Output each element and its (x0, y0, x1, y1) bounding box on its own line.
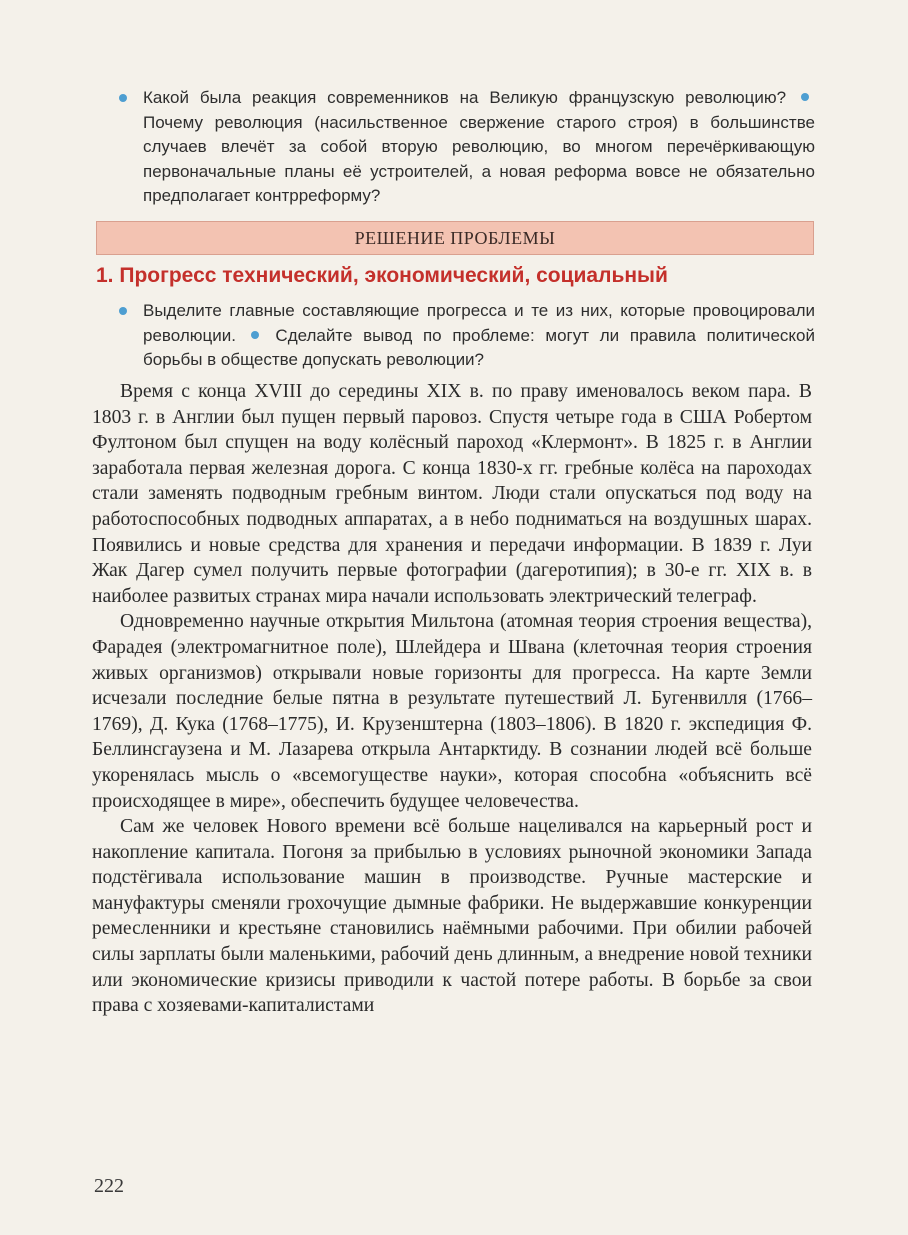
intro-question-paragraph (115, 86, 815, 209)
bullet-icon (251, 331, 259, 339)
intro-question-1: Какой была реакция современников на Великую французскую революцию? (143, 88, 787, 107)
body-paragraph-1: Время с конца XVIII до середины XIX в. по праву именовалось веком пара. В 1803 г. в Англии был пущен первый паровоз. Спустя четыре года в США Робертом Фултоном был спущен на воду колёсный пароход «Клермонт». В 1825 г. в Англии заработала первая железная дорога. С конца 1830-х гг. гребные колёса на пароходах стали заменять подводным гребным винтом. Люди стали опускаться под воду на работоспособных подводных аппаратах, а в небо подниматься на воздушных шарах. Появились и новые средства для хранения и передачи информации. В 1839 г. Луи Жак Дагер сумел получить первые фотографии (дагеротипия); в 30-е гг. XIX в. в наиболее развитых странах мира начали использовать электрический телеграф. (92, 381, 812, 607)
bullet-icon (119, 94, 127, 102)
task-1: Выделите главные составляющие прогресса и те из них, которые провоцировали революции. (143, 301, 815, 345)
page-number: 222 (94, 1175, 124, 1197)
bullet-icon (801, 93, 809, 101)
body-text (92, 379, 812, 1019)
intro-question-2: Почему революция (насильственное свержение старого строя) в большинстве случаев влечёт за собой вторую революцию, во многом перечёркивающую первоначальные планы её устроителей, а новая реформа вовсе не обязательно предполагает контрреформу? (143, 112, 815, 205)
section-title: 1. Прогресс технический, экономический, социальный (96, 264, 668, 287)
section-banner (96, 221, 814, 255)
bullet-icon (119, 307, 127, 315)
banner-label: РЕШЕНИЕ ПРОБЛЕМЫ (354, 227, 556, 248)
section-tasks (115, 299, 815, 373)
tasks-paragraph (115, 299, 815, 373)
intro-questions (115, 86, 815, 209)
body-paragraph-3: Сам же человек Нового времени всё больше нацеливался на карьерный рост и накопление капитала. Погоня за прибылью в условиях рыночной экономики Запада подстёгивала использование машин в производстве. Ручные мастерские и мануфактуры сменяли грохочущие дымные фабрики. Не выдержавшие конкуренции ремесленники и крестьяне становились наёмными рабочими. При обилии рабочей силы зарплаты были маленькими, рабочий день длинным, а внедрение новой техники или экономические кризисы приводили к частой потере работы. В борьбе за свои права с хозяевами-капиталистами (92, 816, 812, 1017)
body-paragraph-2: Одновременно научные открытия Мильтона (атомная теория строения вещества), Фарадея (электромагнитное поле), Шлейдера и Швана (клеточная теория строения живых организмов) открывали новые горизонты для прогресса. На карте Земли исчезали последние белые пятна в результате путешествий Л. Бугенвилля (1766–1769), Д. Кука (1768–1775), И. Крузенштерна (1803–1806). В 1820 г. экспедиция Ф. Беллинсгаузена и М. Лазарева открыла Антарктиду. В сознании людей всё больше укоренялась мысль о «всемогуществе науки», которая способна «объяснить всё происходящее в мире», обеспечить будущее человечества. (92, 611, 812, 812)
task-2: Сделайте вывод по проблеме: могут ли правила политической борьбы в обществе допускать революции? (143, 325, 815, 369)
